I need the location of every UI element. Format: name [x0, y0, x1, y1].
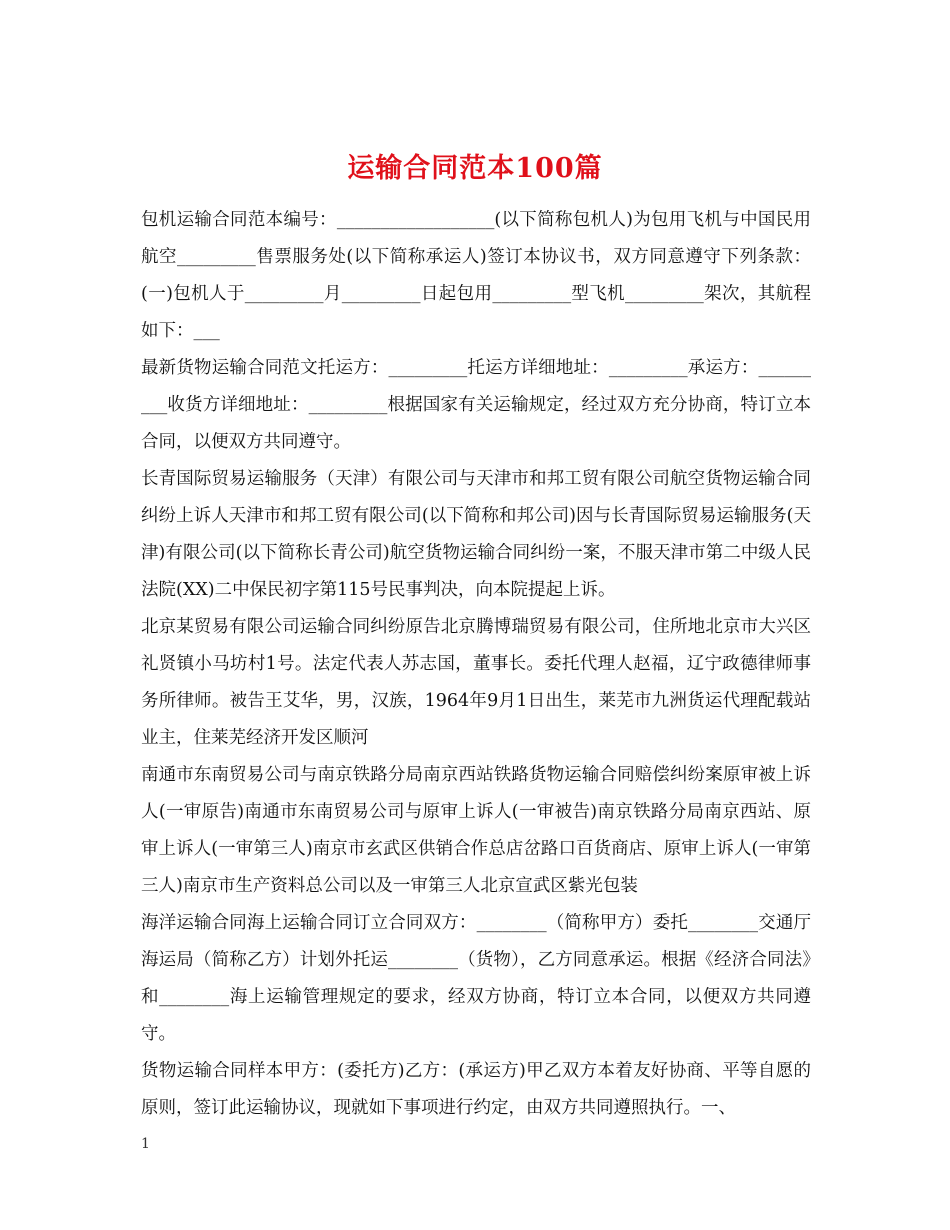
paragraph-air-cargo-dispute: 长青国际贸易运输服务（天津）有限公司与天津市和邦工贸有限公司航空货物运输合同纠纷上诉人天津市和邦工贸有限公司(以下简称和邦公司)因与长青国际贸易运输服务(天津)有限公司(以下简称长青公司)航空货物运输合同纠纷一案，不服天津市第二中级人民法院(XX)二中保民初字第115号民事判决，向本院提起上诉。 [141, 469, 811, 600]
paragraph-beijing-trade-dispute: 北京某贸易有限公司运输合同纠纷原告北京腾博瑞贸易有限公司，住所地北京市大兴区礼贤镇小马坊村1号。法定代表人苏志国，董事长。委托代理人赵福，辽宁政德律师事务所律师。被告王艾华，男，汉族，1964年9月1日出生，莱芜市九洲货运代理配载站业主，住莱芜经济开发区顺河 [141, 617, 811, 748]
paragraph-cargo-contract-sample: 货物运输合同样本甲方：(委托方)乙方：(承运方)甲乙双方本着友好协商、平等自愿的原则，签订此运输协议，现就如下事项进行约定，由双方共同遵照执行。一、 [141, 1061, 811, 1118]
paragraph-charter-contract: 包机运输合同范本编号：__________________(以下简称包机人)为包用飞机与中国民用航空_________售票服务处(以下简称承运人)签订本协议书，双方同意遵守下列条款：(一)包机人于_________月_________日起包用_________型飞机_________架次，其航程如下：___ [141, 210, 811, 341]
document-title: 运输合同范本100篇 [347, 153, 603, 185]
paragraph-ocean-transport-contract: 海洋运输合同海上运输合同订立合同双方：________（简称甲方）委托________交通厅海运局（简称乙方）计划外托运________（货物），乙方同意承运。根据《经济合同法》和________海上运输管理规定的要求，经双方协商，特订立本合同，以便双方共同遵守。 [141, 913, 811, 1044]
page-number: 1 [141, 1136, 150, 1152]
paragraph-cargo-contract: 最新货物运输合同范文托运方：_________托运方详细地址：_________承运方：_________收货方详细地址：_________根据国家有关运输规定，经过双方充分协商，特订立本合同，以便双方共同遵守。 [141, 358, 811, 452]
document-body [141, 202, 811, 1127]
paragraph-nantong-railway-case: 南通市东南贸易公司与南京铁路分局南京西站铁路货物运输合同赔偿纠纷案原审被上诉人(一审原告)南通市东南贸易公司与原审上诉人(一审被告)南京铁路分局南京西站、原审上诉人(一审第三人)南京市玄武区供销合作总店岔路口百货商店、原审上诉人(一审第三人)南京市生产资料总公司以及一审第三人北京宣武区紫光包装 [141, 765, 811, 896]
